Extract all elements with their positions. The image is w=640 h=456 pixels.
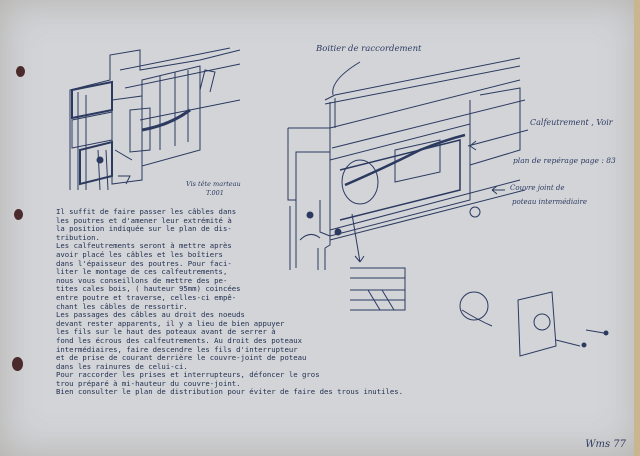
text-line: les poutres et d'amener leur extrémité à xyxy=(56,215,232,225)
text-line: Pour raccorder les prises et interrupteurs, défoncer le gros xyxy=(56,370,320,380)
text-line: dans les rainures de celui-ci. xyxy=(56,361,188,371)
instructions-text xyxy=(56,208,476,397)
label-calfeutrement-ref: plan de repérage page : 83 xyxy=(513,156,616,165)
text-line: Bien consulter le plan de distribution pour éviter de faire des trous inutiles. xyxy=(56,387,404,397)
text-line: trou préparé à mi-hauteur du couvre-joint. xyxy=(56,378,241,388)
text-line: Les passages des câbles au droit des noeuds xyxy=(56,310,245,320)
text-line: tites cales bois, ( hauteur 95mm) coincées xyxy=(56,284,241,294)
text-line: fond les écrous des calfeutrements. Au droit des poteaux xyxy=(56,335,303,345)
text-line: et de prise de courant derrière le couvre-joint de poteau xyxy=(56,353,307,363)
label-couvre-joint: Couvre joint de xyxy=(510,184,565,192)
text-line: la position indiquée sur le plan de dis- xyxy=(56,224,232,234)
label-vis: Vis tête marteau xyxy=(186,180,241,188)
label-vis-ref: T.001 xyxy=(206,189,224,197)
text-line: avoir placé les câbles et les boîtiers xyxy=(56,249,223,259)
text-line: Les calfeutrements seront à mettre après xyxy=(56,241,232,251)
text-line: tribution. xyxy=(56,232,100,242)
text-line: chant les câbles de ressortir. xyxy=(56,301,188,311)
label-calfeutrement: Calfeutrement , Voir xyxy=(530,118,613,127)
text-line: intermédiaires, faire descendre les fils d'interrupteur xyxy=(56,344,298,354)
label-couvre-joint-2: poteau intermédiaire xyxy=(512,198,588,206)
page-reference: Wms 77 xyxy=(585,439,626,450)
label-boitier: Boitier de raccordement xyxy=(316,44,422,54)
text-line: les fils sur le haut des poteaux avant de serrer à xyxy=(56,327,276,337)
text-line: dans l'épaisseur des poutres. Pour faci- xyxy=(56,258,232,268)
text-line: nous vous conseillons de mettre des pe- xyxy=(56,275,228,285)
text-line: devant rester apparents, il y a lieu de bien appuyer xyxy=(56,318,285,328)
text-line: entre poutre et traverse, celles-ci empê- xyxy=(56,292,237,302)
left-sketch xyxy=(70,48,240,190)
text-line: liter le montage de ces calfeutrements, xyxy=(56,267,228,277)
text-line: Il suffit de faire passer les câbles dans xyxy=(56,207,237,216)
